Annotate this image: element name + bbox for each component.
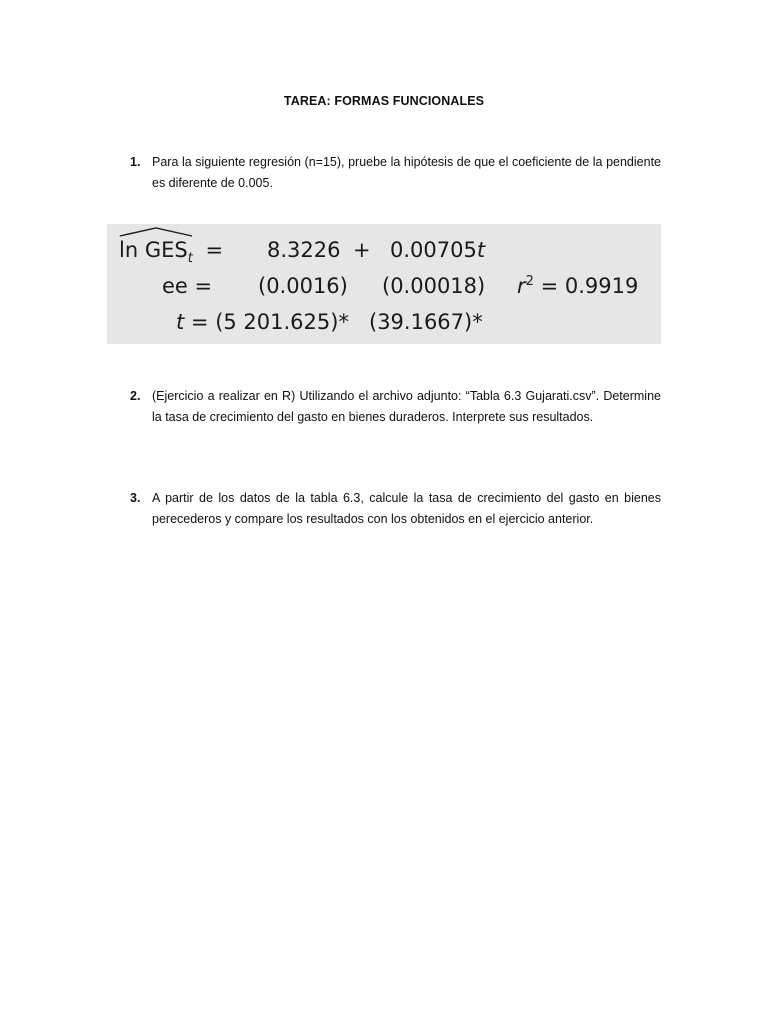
ee-intercept: (0.0016) — [258, 274, 348, 298]
ee-label: ee = — [162, 274, 213, 298]
item-number: 2. — [130, 389, 141, 403]
r2-value: = 0.9919 — [540, 274, 639, 298]
equation-row-t-statistics — [107, 310, 661, 340]
item-text: A partir de los datos de la tabla 6.3, calcule la tasa de crecimiento del gasto en bienes perecederos y compare los resultados con los obtenidos en el ejercicio anterior. — [152, 491, 661, 526]
t-label: t — [176, 310, 185, 334]
item-number: 3. — [130, 491, 141, 505]
slope-term — [390, 238, 485, 262]
t-intercept: = (5 201.625)* — [190, 310, 349, 334]
page-title: TAREA: FORMAS FUNCIONALES — [283, 94, 485, 108]
t-stat-intercept-group — [176, 310, 349, 334]
item-text: (Ejercicio a realizar en R) Utilizando el archivo adjunto: “Tabla 6.3 Gujarati.csv”. Determine la tasa de crecimiento del gasto en bienes duraderos. Interprete sus resultados. — [152, 389, 661, 424]
plus-sign: + — [353, 238, 371, 262]
ee-slope: (0.00018) — [382, 274, 486, 298]
hat-accent — [119, 238, 193, 266]
slope-variable: t — [476, 238, 486, 262]
intercept-value: 8.3226 — [267, 238, 341, 262]
item-number: 1. — [130, 155, 141, 169]
equation-lhs — [119, 238, 223, 266]
list-item — [130, 152, 661, 194]
t-slope: (39.1667)* — [369, 310, 483, 334]
regression-equation — [107, 224, 661, 344]
r2-label: r — [517, 274, 526, 298]
lhs-variable: ln GES — [119, 238, 188, 262]
list-item — [130, 386, 661, 428]
hat-icon — [119, 227, 193, 237]
r-squared — [517, 274, 638, 298]
lhs-subscript: t — [187, 251, 193, 267]
slope-value: 0.00705 — [390, 238, 477, 262]
r2-superscript: 2 — [525, 274, 534, 289]
equation-row-estimate — [107, 238, 661, 268]
list-item — [130, 488, 661, 530]
equation-row-standard-errors — [107, 274, 661, 304]
lhs-equals: = — [205, 238, 224, 262]
item-text: Para la siguiente regresión (n=15), pruebe la hipótesis de que el coeficiente de la pendiente es diferente de 0.005. — [152, 155, 661, 190]
